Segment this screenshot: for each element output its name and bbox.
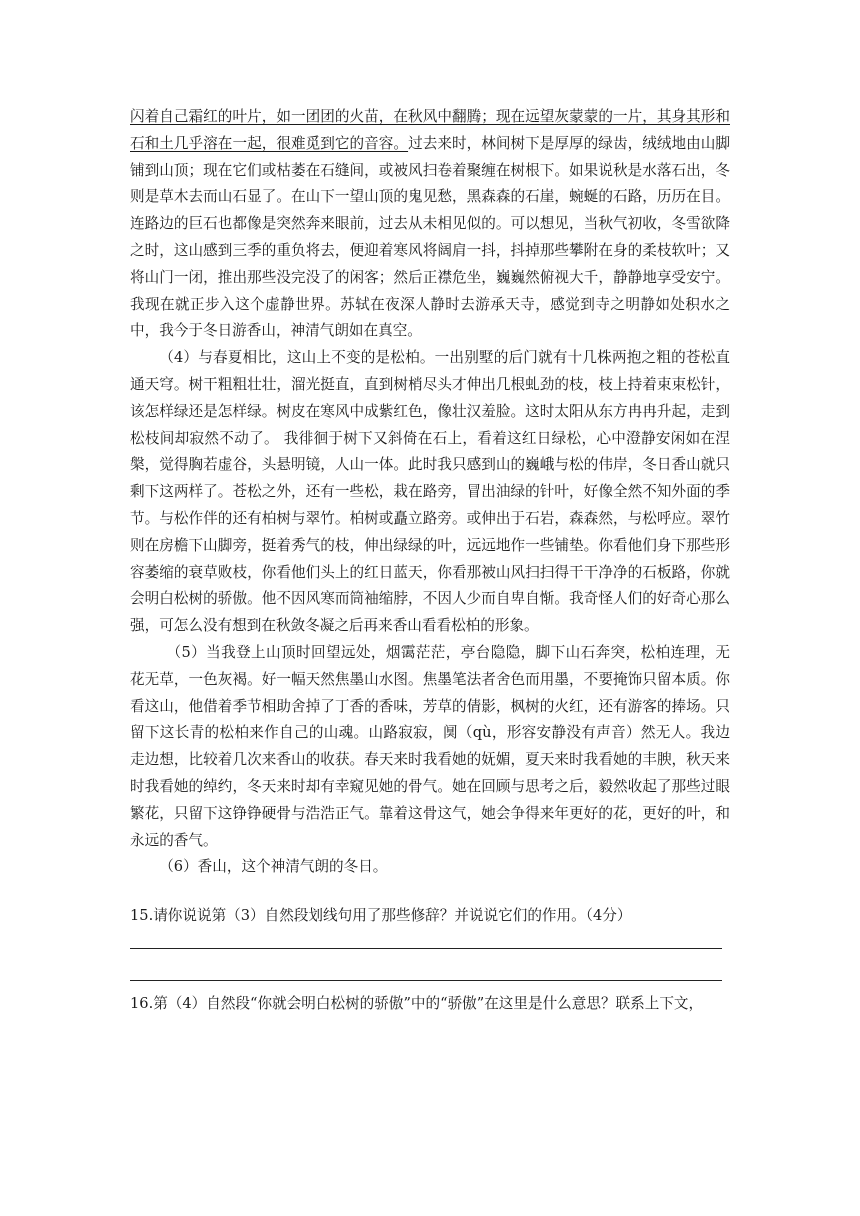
document-page: [130, 104, 730, 1018]
paragraph-3: [130, 104, 730, 345]
paragraph-3-rest: 过去来时，林间树下是厚厚的绿齿，绒绒地由山脚铺到山顶；现在它们或枯萎在石缝间，或被风扫卷着聚缠在树根下。如果说秋是水落石出，冬则是草木去而山石显了。在山下一望山顶的鬼见愁，黑森森的石崖，蜿蜒的石路，历历在目。连路边的巨石也都像是突然奔来眼前，过去从未相见似的。可以想见，当秋气初收，冬雪欲降之时，这山感到三季的重负将去，便迎着寒风将阔肩一抖，抖掉那些攀附在身的柔枝软叶；又将山门一闭，推出那些没完没了的闲客；然后正襟危坐，巍巍然俯视大千，静静地享受安宁。我现在就正步入这个虚静世界。苏轼在夜深人静时去游承天寺，感觉到寺之明静如处积水之中，我今于冬日游香山，神清气朗如在真空。: [130, 134, 730, 340]
paragraph-4: （4）与春夏相比，这山上不变的是松柏。一出别墅的后门就有十几株两抱之粗的苍松直通天穹。树干粗粗壮壮，溜光挺直，直到树梢尽头才伸出几根虬劲的枝，枝上持着束束松针，该怎样绿还是怎样绿。树皮在寒风中成紫红色，像壮汉羞脸。这时太阳从东方冉冉升起，走到松枝间却寂然不动了。 我徘徊于树下又斜倚在石上，看着这红日绿松，心中澄静安闲如在涅槃，觉得胸若虚谷，头悬明镜，人山一体。此时我只感到山的巍峨与松的伟岸，冬日香山就只剩下这两样了。苍松之外，还有一些松，栽在路旁，冒出油绿的针叶，好像全然不知外面的季节。与松作伴的还有柏树与翠竹。柏树或矗立路旁。或伸出于石岩，森森然，与松呼应。翠竹则在房檐下山脚旁，挺着秀气的枝，伸出绿绿的叶，远远地作一些铺垫。你看他们身下那些形容萎缩的衰草败枝，你看他们头上的红日蓝天，你看那被山风扫扫得干干净净的石板路，你就会明白松树的骄傲。他不因风寒而筒袖缩脖，不因人少而自卑自惭。我奇怪人们的好奇心那么强，可怎么没有想到在秋敛冬凝之后再来香山看看松柏的形象。: [130, 349, 730, 635]
paragraph-6: （6）香山，这个神清气朗的冬日。: [159, 858, 388, 876]
answer-line-2[interactable]: [130, 980, 722, 981]
underlined-sentence: 闪着自己霜红的叶片，如一团团的火苗，在秋风中翻腾；现在远望灰蒙蒙的一片，其身其形和石和土几乎溶在一起，很难觅到它的音容。: [130, 108, 730, 152]
answer-line-1[interactable]: [130, 948, 722, 949]
paragraph-5: （5）当我登上山顶时回望远处，烟霭茫茫，亭台隐隐，脚下山石奔突，松柏连理，无花无草，一色灰褐。好一幅天然焦墨山水图。焦墨笔法者舍色而用墨，不要掩饰只留本质。你看这山，他借着季节相助舍掉了丁香的香味，芳草的倩影，枫树的火红，还有游客的捧场。只留下这长青的松柏来作自己的山魂。山路寂寂，阒（qù，形容安静没有声音）然无人。我边走边想，比较着几次来香山的收获。春天来时我看她的妩媚，夏天来时我看她的丰腴，秋天来时我看她的绰约，冬天来时却有幸窥见她的骨气。她在回顾与思考之后，毅然收起了那些过眼繁花，只留下这铮铮硬骨与浩浩正气。靠着这骨这气，她会争得来年更好的花，更好的叶，和永远的香气。: [130, 643, 730, 849]
question-15: 15.请你说说第（3）自然段划线句用了那些修辞？并说说它们的作用。（4分）: [130, 907, 632, 925]
question-16: 16.第（4）自然段“你就会明白松树的骄傲”中的“骄傲”在这里是什么意思？联系上下文，: [130, 994, 704, 1012]
